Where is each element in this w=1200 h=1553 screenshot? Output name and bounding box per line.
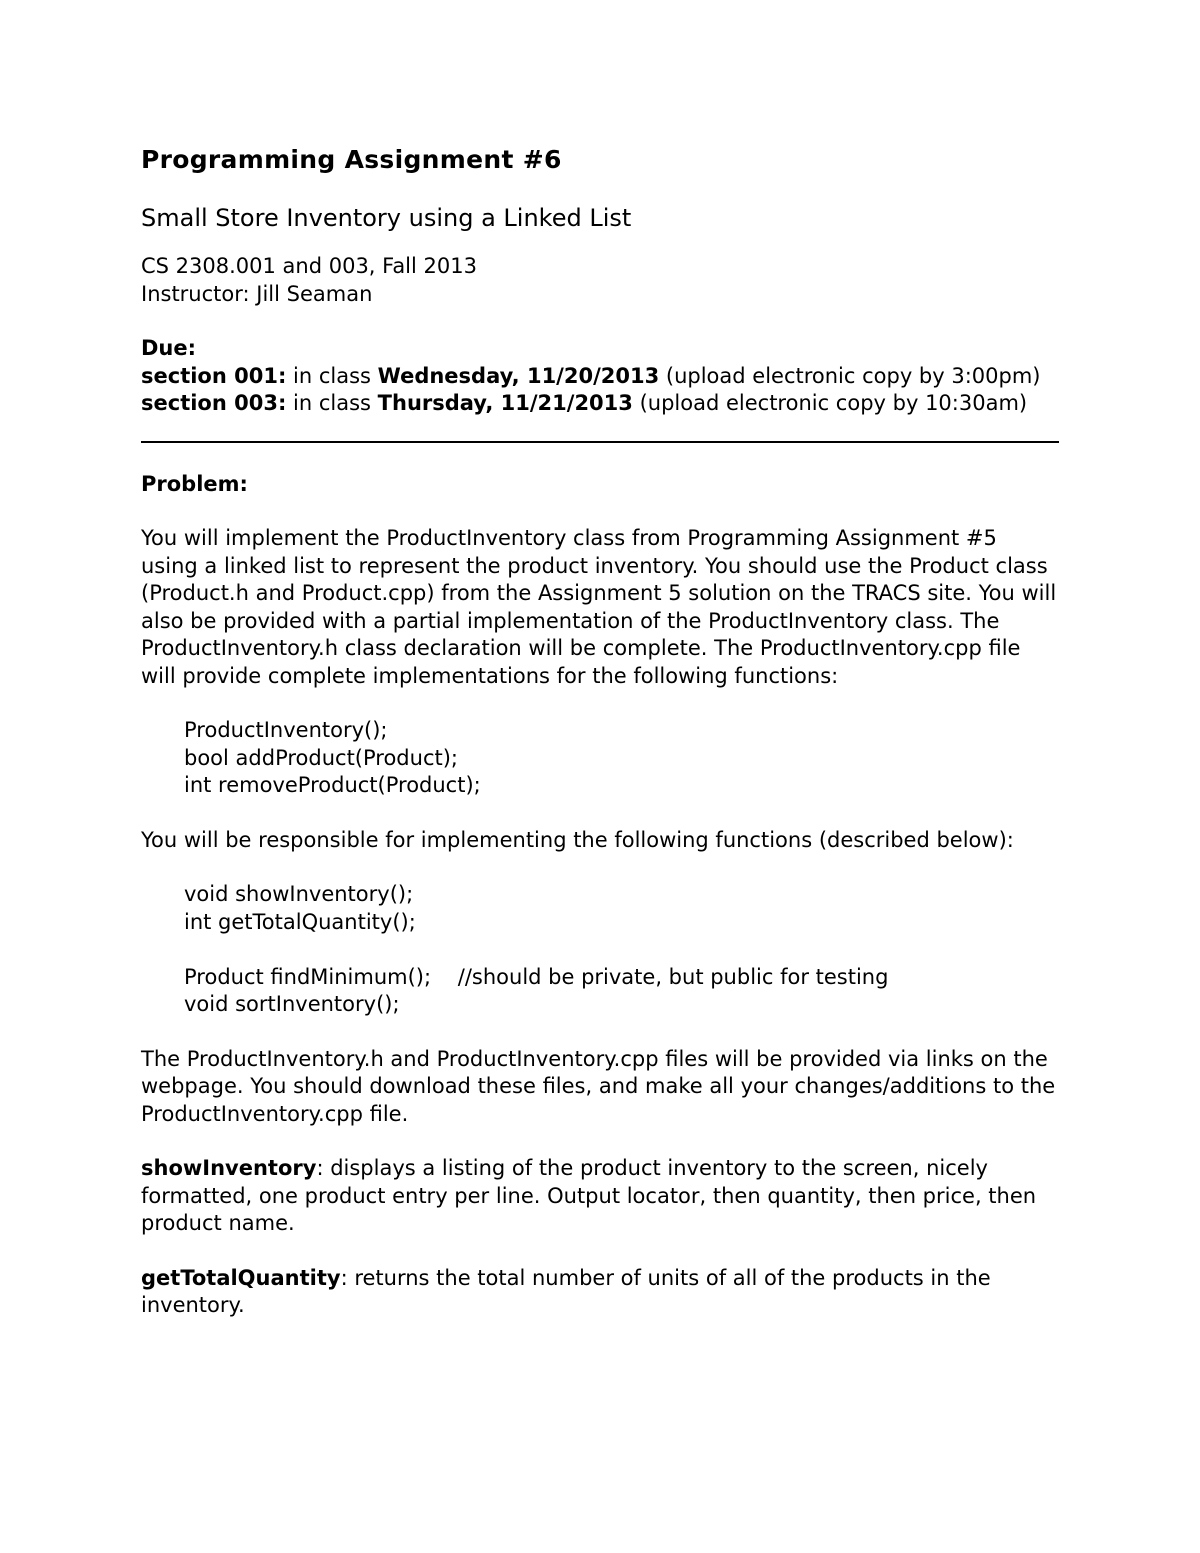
code-line: void showInventory(); — [184, 882, 414, 906]
code-line: int removeProduct(Product); — [184, 773, 481, 797]
document-title: Programming Assignment #6 — [141, 145, 562, 174]
problem-heading — [141, 471, 1059, 499]
code-line: Product findMinimum(); //should be private, but public for testing — [184, 964, 889, 989]
horizontal-rule — [141, 441, 1059, 443]
problem-heading-text: Problem: — [141, 471, 248, 496]
description-get-total-quantity — [141, 1265, 1059, 1320]
description-show-inventory — [141, 1155, 1059, 1238]
due-section-label: section 001: — [141, 363, 287, 388]
due-section-date: Thursday, 11/21/2013 — [377, 391, 633, 415]
code-line: void sortInventory(); — [184, 992, 400, 1016]
responsible-text: You will be responsible for implementing the following functions (described below): — [141, 827, 1014, 852]
problem-intro: You will implement the ProductInventory class from Programming Assignment #5 using a linked list to represent the product inventory. You should use the Product class (Product.h and Product.cpp) from the Assignment 5 solution on the TRACS site. You will also be provided with a partial implementation of the ProductInventory class. The ProductInventory.h class declaration will be complete. The ProductInventory.cpp file will provide complete implementations for the following functions: — [141, 526, 1057, 688]
function-name: showInventory — [141, 1156, 317, 1180]
due-section-label: section 003: — [141, 391, 287, 415]
document-subtitle: Small Store Inventory using a Linked List — [141, 204, 632, 232]
course-line: CS 2308.001 and 003, Fall 2013 — [141, 254, 477, 278]
due-section-001 — [141, 363, 1059, 391]
function-name: getTotalQuantity — [141, 1265, 341, 1290]
required-functions — [141, 881, 1059, 1019]
instructor-line: Instructor: Jill Seaman — [141, 281, 373, 306]
files-text: The ProductInventory.h and ProductInventory.cpp files will be provided via links on the webpage. You should download these files, and make all your changes/additions to the ProductInventory.cpp file. — [141, 1046, 1056, 1126]
code-line: bool addProduct(Product); — [184, 745, 458, 770]
due-block — [141, 335, 1059, 418]
function-description: : returns the total number of units of all of the products in the inventory. — [141, 1265, 991, 1317]
due-heading: Due: — [141, 336, 197, 360]
due-section-date: Wednesday, 11/20/2013 — [377, 363, 660, 388]
code-line: int getTotalQuantity(); — [184, 909, 416, 934]
function-description: : displays a listing of the product inventory to the screen, nicely formatted, one product entry per line. Output locator, then quantity, then price, then product name. — [141, 1156, 1037, 1235]
provided-functions — [141, 717, 1059, 800]
due-section-pre: in class — [286, 363, 378, 388]
due-section-003 — [141, 390, 1059, 418]
code-line: ProductInventory(); — [184, 718, 388, 742]
due-section-post: (upload electronic copy by 3:00pm) — [659, 363, 1041, 388]
due-section-pre: in class — [286, 391, 378, 415]
course-info — [141, 253, 1059, 308]
document-page — [141, 140, 1059, 1320]
code-gap — [184, 936, 1059, 964]
due-section-post: (upload electronic copy by 10:30am) — [632, 391, 1028, 415]
